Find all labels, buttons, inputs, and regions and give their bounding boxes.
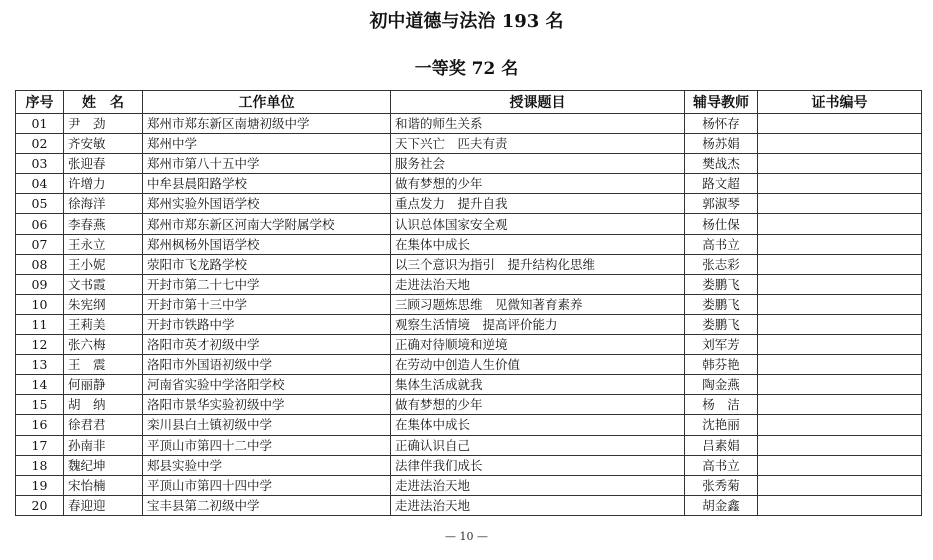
cell-topic: 观察生活情境 提高评价能力: [391, 314, 685, 334]
award-table: [15, 90, 922, 516]
cell-cert: [758, 475, 922, 495]
header-cert: 证书编号: [758, 91, 922, 114]
cell-topic: 在集体中成长: [391, 234, 685, 254]
table-row: [16, 294, 922, 314]
cell-cert: [758, 355, 922, 375]
cell-teacher: 杨苏娟: [685, 134, 758, 154]
cell-name: 魏纪坤: [64, 455, 143, 475]
section-subtitle: 一等奖 72 名: [414, 59, 519, 79]
cell-unit: 郑州枫杨外国语学校: [143, 234, 391, 254]
table-row: [16, 375, 922, 395]
cell-teacher: 娄鹏飞: [685, 314, 758, 334]
table-row: [16, 455, 922, 475]
cell-topic: 和谐的师生关系: [391, 114, 685, 134]
table-row: [16, 134, 922, 154]
cell-name: 孙南非: [64, 435, 143, 455]
cell-cert: [758, 214, 922, 234]
cell-no: 11: [16, 314, 64, 334]
cell-cert: [758, 495, 922, 515]
table-row: [16, 335, 922, 355]
cell-no: 03: [16, 154, 64, 174]
cell-cert: [758, 415, 922, 435]
cell-cert: [758, 314, 922, 334]
cell-topic: 三顾习题炼思维 见微知著育素养: [391, 294, 685, 314]
cell-cert: [758, 294, 922, 314]
cell-no: 14: [16, 375, 64, 395]
cell-name: 许增力: [64, 174, 143, 194]
cell-cert: [758, 274, 922, 294]
cell-cert: [758, 435, 922, 455]
page-number: — 10 —: [445, 530, 488, 543]
cell-no: 19: [16, 475, 64, 495]
cell-no: 06: [16, 214, 64, 234]
cell-no: 20: [16, 495, 64, 515]
table-row: [16, 214, 922, 234]
cell-teacher: 樊战杰: [685, 154, 758, 174]
cell-teacher: 郭淑琴: [685, 194, 758, 214]
cell-no: 05: [16, 194, 64, 214]
cell-topic: 在集体中成长: [391, 415, 685, 435]
cell-topic: 做有梦想的少年: [391, 395, 685, 415]
cell-teacher: 刘军芳: [685, 335, 758, 355]
cell-no: 13: [16, 355, 64, 375]
table-row: [16, 475, 922, 495]
cell-name: 王永立: [64, 234, 143, 254]
header-topic: 授课题目: [391, 91, 685, 114]
cell-name: 李春燕: [64, 214, 143, 234]
cell-teacher: 陶金燕: [685, 375, 758, 395]
header-unit: 工作单位: [143, 91, 391, 114]
cell-teacher: 吕素娟: [685, 435, 758, 455]
cell-unit: 郑州中学: [143, 134, 391, 154]
table-row: [16, 415, 922, 435]
cell-name: 张迎春: [64, 154, 143, 174]
cell-unit: 栾川县白土镇初级中学: [143, 415, 391, 435]
cell-no: 12: [16, 335, 64, 355]
cell-topic: 法律伴我们成长: [391, 455, 685, 475]
table-row: [16, 495, 922, 515]
cell-no: 08: [16, 254, 64, 274]
cell-teacher: 娄鹏飞: [685, 274, 758, 294]
cell-cert: [758, 335, 922, 355]
cell-teacher: 张志彩: [685, 254, 758, 274]
cell-name: 王莉美: [64, 314, 143, 334]
header-teacher: 辅导教师: [685, 91, 758, 114]
cell-topic: 重点发力 提升自我: [391, 194, 685, 214]
cell-name: 尹 劲: [64, 114, 143, 134]
cell-name: 文书霞: [64, 274, 143, 294]
cell-unit: 河南省实验中学洛阳学校: [143, 375, 391, 395]
cell-no: 07: [16, 234, 64, 254]
cell-name: 张六梅: [64, 335, 143, 355]
cell-cert: [758, 375, 922, 395]
cell-unit: 宝丰县第二初级中学: [143, 495, 391, 515]
table-row: [16, 194, 922, 214]
cell-no: 15: [16, 395, 64, 415]
cell-unit: 郏县实验中学: [143, 455, 391, 475]
table-header-row: [16, 91, 922, 114]
cell-unit: 郑州市郑东新区南塘初级中学: [143, 114, 391, 134]
cell-topic: 在劳动中创造人生价值: [391, 355, 685, 375]
cell-unit: 郑州实验外国语学校: [143, 194, 391, 214]
cell-no: 17: [16, 435, 64, 455]
cell-no: 02: [16, 134, 64, 154]
cell-teacher: 韩芬艳: [685, 355, 758, 375]
cell-topic: 做有梦想的少年: [391, 174, 685, 194]
cell-unit: 洛阳市景华实验初级中学: [143, 395, 391, 415]
cell-unit: 郑州市郑东新区河南大学附属学校: [143, 214, 391, 234]
cell-cert: [758, 455, 922, 475]
cell-no: 01: [16, 114, 64, 134]
page-title: 初中道德与法治 193 名: [369, 11, 564, 32]
cell-cert: [758, 395, 922, 415]
cell-cert: [758, 234, 922, 254]
cell-unit: 郑州市第八十五中学: [143, 154, 391, 174]
cell-teacher: 杨 洁: [685, 395, 758, 415]
cell-unit: 洛阳市英才初级中学: [143, 335, 391, 355]
cell-name: 徐海洋: [64, 194, 143, 214]
cell-teacher: 张秀菊: [685, 475, 758, 495]
cell-unit: 洛阳市外国语初级中学: [143, 355, 391, 375]
cell-teacher: 沈艳丽: [685, 415, 758, 435]
cell-unit: 开封市铁路中学: [143, 314, 391, 334]
table-row: [16, 314, 922, 334]
cell-cert: [758, 174, 922, 194]
cell-cert: [758, 254, 922, 274]
cell-topic: 走进法治天地: [391, 475, 685, 495]
cell-unit: 平顶山市第四十二中学: [143, 435, 391, 455]
table-row: [16, 234, 922, 254]
cell-topic: 认识总体国家安全观: [391, 214, 685, 234]
cell-no: 09: [16, 274, 64, 294]
cell-name: 胡 纳: [64, 395, 143, 415]
cell-no: 18: [16, 455, 64, 475]
cell-teacher: 杨怀存: [685, 114, 758, 134]
cell-teacher: 高书立: [685, 455, 758, 475]
cell-unit: 平顶山市第四十四中学: [143, 475, 391, 495]
cell-teacher: 杨仕保: [685, 214, 758, 234]
cell-teacher: 路文超: [685, 174, 758, 194]
cell-name: 宋怡楠: [64, 475, 143, 495]
cell-topic: 正确认识自己: [391, 435, 685, 455]
table-row: [16, 114, 922, 134]
cell-unit: 荥阳市飞龙路学校: [143, 254, 391, 274]
table-row: [16, 355, 922, 375]
cell-cert: [758, 194, 922, 214]
header-no: 序号: [16, 91, 64, 114]
cell-name: 徐君君: [64, 415, 143, 435]
table-row: [16, 274, 922, 294]
cell-cert: [758, 134, 922, 154]
cell-name: 王 震: [64, 355, 143, 375]
cell-name: 王小妮: [64, 254, 143, 274]
table-row: [16, 154, 922, 174]
cell-teacher: 高书立: [685, 234, 758, 254]
cell-unit: 开封市第十三中学: [143, 294, 391, 314]
cell-teacher: 娄鹏飞: [685, 294, 758, 314]
cell-name: 何丽静: [64, 375, 143, 395]
cell-teacher: 胡金鑫: [685, 495, 758, 515]
cell-topic: 正确对待顺境和逆境: [391, 335, 685, 355]
cell-cert: [758, 154, 922, 174]
cell-unit: 中牟县晨阳路学校: [143, 174, 391, 194]
cell-no: 04: [16, 174, 64, 194]
cell-no: 10: [16, 294, 64, 314]
cell-topic: 以三个意识为指引 提升结构化思维: [391, 254, 685, 274]
cell-name: 齐安敏: [64, 134, 143, 154]
cell-unit: 开封市第二十七中学: [143, 274, 391, 294]
cell-topic: 集体生活成就我: [391, 375, 685, 395]
table-row: [16, 435, 922, 455]
cell-topic: 服务社会: [391, 154, 685, 174]
table-row: [16, 395, 922, 415]
cell-topic: 天下兴亡 匹夫有责: [391, 134, 685, 154]
cell-cert: [758, 114, 922, 134]
cell-topic: 走进法治天地: [391, 495, 685, 515]
table-row: [16, 254, 922, 274]
cell-no: 16: [16, 415, 64, 435]
cell-name: 春迎迎: [64, 495, 143, 515]
header-name: 姓 名: [64, 91, 143, 114]
cell-topic: 走进法治天地: [391, 274, 685, 294]
cell-name: 朱宪纲: [64, 294, 143, 314]
table-row: [16, 174, 922, 194]
